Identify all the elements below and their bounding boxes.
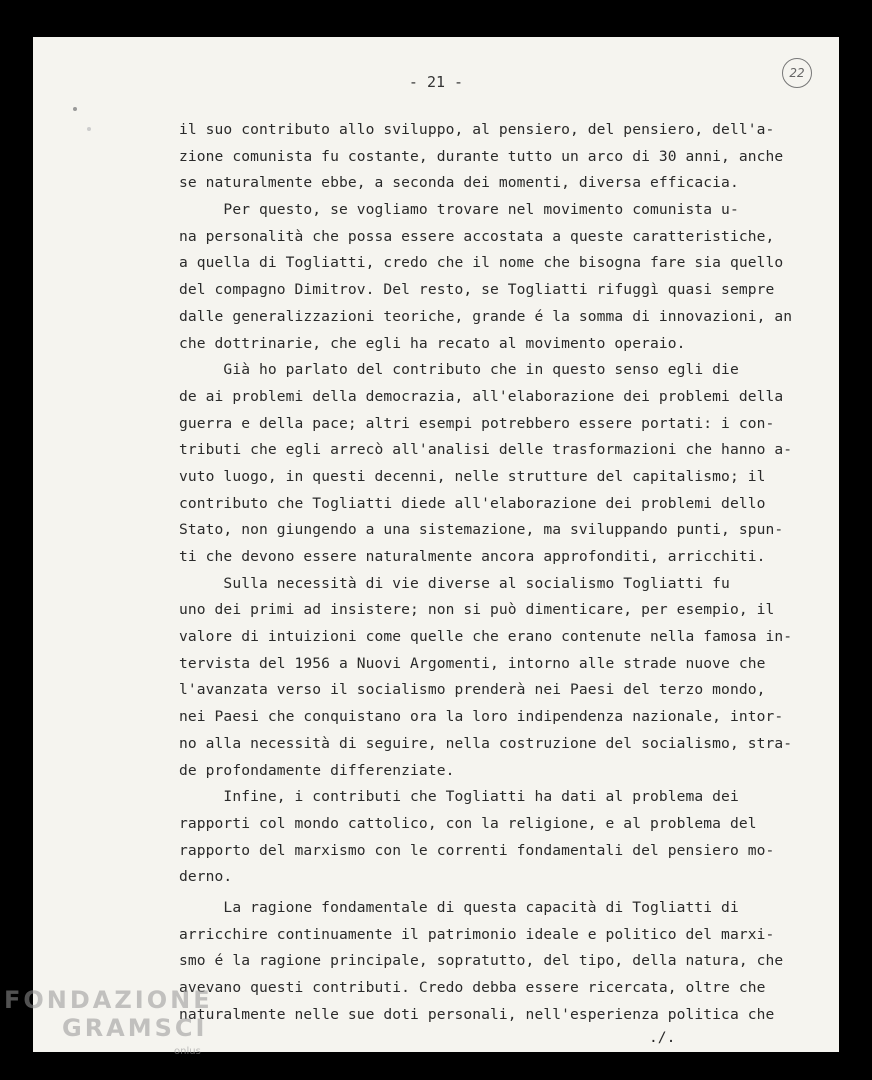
text-line: La ragione fondamentale di questa capacità di Togliatti di [179,898,739,916]
text-line: rapporto del marxismo con le correnti fondamentali del pensiero mo- [179,841,775,859]
body-text [179,117,819,1028]
paragraph [179,571,819,785]
text-line: vuto luogo, in questi decenni, nelle strutture del capitalismo; il [179,467,766,485]
text-line: valore di intuizioni come quelle che erano contenute nella famosa in- [179,628,793,646]
text-line: de profondamente differenziate. [179,761,455,779]
archive-stamp-number: 22 [782,58,812,88]
text-line: del compagno Dimitrov. Del resto, se Togliatti rifuggì quasi sempre [179,281,775,299]
text-line: Per questo, se vogliamo trovare nel movimento comunista u- [179,201,739,219]
text-line: ti che devono essere naturalmente ancora approfonditi, arricchiti. [179,548,766,565]
watermark-line-1: FONDAZIONE [4,986,213,1014]
continuation-mark: ./. [649,1029,676,1046]
text-line: dalle generalizzazioni teoriche, grande é la somma di innovazioni, an [179,307,793,325]
paragraph [179,357,819,571]
page-number: - 21 - [408,73,464,91]
paper-speck [87,127,91,131]
text-line: Sulla necessità di vie diverse al socialismo Togliatti fu [179,574,730,592]
text-line: Stato, non giungendo a una sistemazione, ma sviluppando punti, spun- [179,521,784,539]
paragraph [179,895,819,1028]
paragraph [179,197,819,357]
text-line: no alla necessità di seguire, nella costruzione del socialismo, stra- [179,734,793,752]
text-line: na personalità che possa essere accostata a queste caratteristiche, [179,227,775,245]
paper-speck [73,107,77,111]
text-line: zione comunista fu costante, durante tutto un arco di 30 anni, anche [179,147,784,165]
text-line: Già ho parlato del contributo che in questo senso egli die [179,361,739,379]
paragraph [179,784,819,891]
text-line: se naturalmente ebbe, a seconda dei momenti, diversa efficacia. [179,174,739,192]
watermark-line-3: onlus [174,1046,201,1057]
text-line: che dottrinarie, che egli ha recato al movimento operaio. [179,334,686,352]
archive-watermark [4,986,213,1042]
text-line: il suo contributo allo sviluppo, al pensiero, del pensiero, dell'a- [179,121,775,138]
text-line: a quella di Togliatti, credo che il nome che bisogna fare sia quello [179,254,784,272]
text-line: tervista del 1956 a Nuovi Argomenti, intorno alle strade nuove che [179,654,766,672]
text-line: smo é la ragione principale, sopratutto, del tipo, della natura, che [179,952,784,970]
watermark-line-2: GRAMSCI [62,1014,208,1042]
text-line: nei Paesi che conquistano ora la loro indipendenza nazionale, intor- [179,708,784,726]
text-line: arricchire continuamente il patrimonio ideale e politico del marxi- [179,925,775,943]
paragraph [179,117,819,197]
text-line: l'avanzata verso il socialismo prenderà nei Paesi del terzo mondo, [179,681,766,699]
text-line: de ai problemi della democrazia, all'elaborazione dei problemi della [179,387,784,405]
text-line: naturalmente nelle sue doti personali, nell'esperienza politica che [179,1005,775,1023]
text-line: rapporti col mondo cattolico, con la religione, e al problema del [179,814,757,832]
text-line: avevano questi contributi. Credo debba essere ricercata, oltre che [179,979,766,996]
text-line: contributo che Togliatti diede all'elaborazione dei problemi dello [179,494,766,512]
text-line: uno dei primi ad insistere; non si può dimenticare, per esempio, il [179,601,775,619]
typewritten-page [33,37,839,1052]
text-line: guerra e della pace; altri esempi potrebbero essere portati: i con- [179,414,775,432]
text-line: tributi che egli arrecò all'analisi delle trasformazioni che hanno a- [179,441,793,459]
text-line: derno. [179,868,233,886]
text-line: Infine, i contributi che Togliatti ha dati al problema dei [179,788,739,806]
